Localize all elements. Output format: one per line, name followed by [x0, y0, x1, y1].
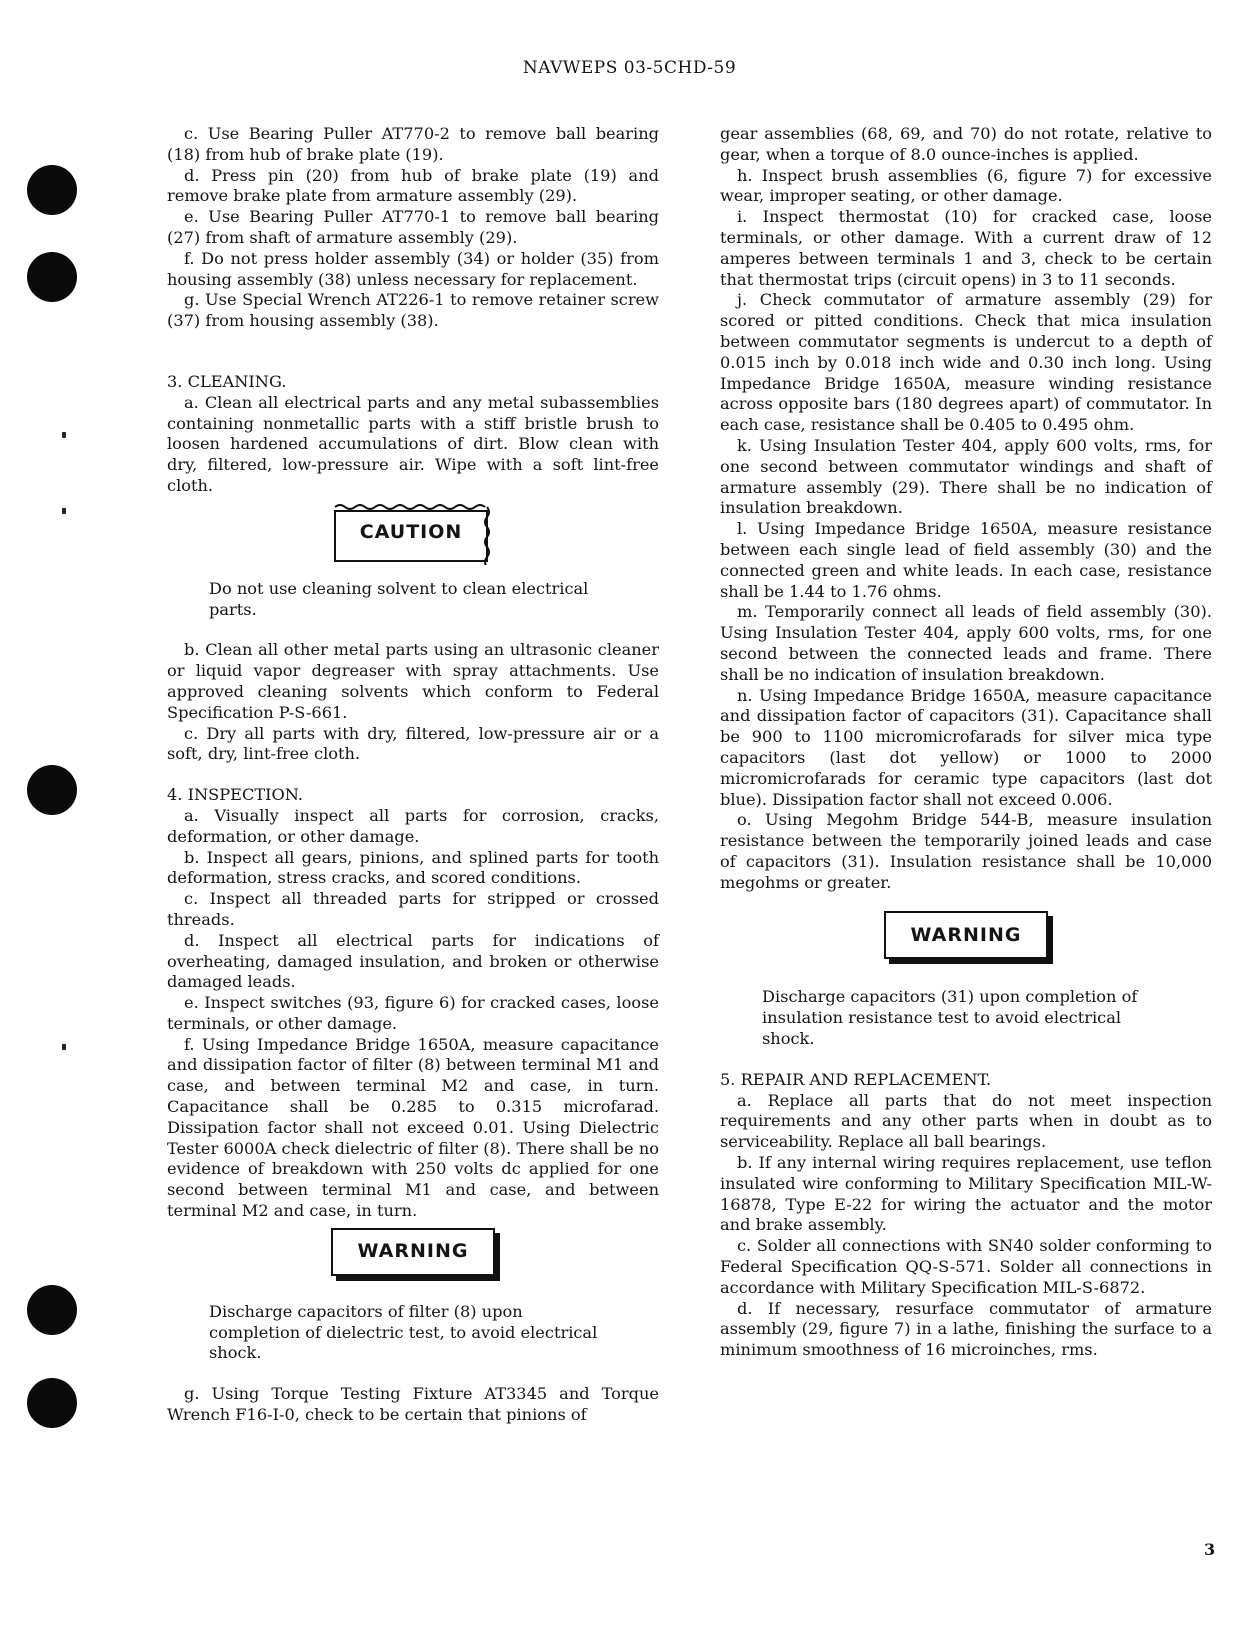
binder-hole-bottom	[27, 1378, 77, 1428]
warning-label: WARNING	[884, 911, 1048, 959]
inspection-step-b: b. Inspect all gears, pinions, and splined parts for tooth deformation, stress cracks, and scored conditions.	[167, 847, 659, 888]
page-mark	[62, 508, 66, 514]
step-e-bearing-puller: e. Use Bearing Puller AT770-1 to remove ball bearing (27) from shaft of armature assembly (29).	[167, 207, 659, 247]
inspection-step-c: c. Inspect all threaded parts for stripped or crossed threads.	[167, 889, 659, 929]
warning-box-right	[720, 893, 1212, 981]
inspection-step-h: h. Inspect brush assemblies (6, figure 7) for excessive wear, improper seating, or other damage.	[720, 165, 1212, 206]
caution-box	[167, 497, 659, 573]
inspection-step-g-end: gear assemblies (68, 69, and 70) do not rotate, relative to gear, when a torque of 8.0 ounce-inches is applied.	[720, 124, 1212, 164]
repair-step-b: b. If any internal wiring requires replacement, use teflon insulated wire conforming to Military Specification MIL-W-16878, Type E-22 for wiring the actuator and the motor and brake assembly.	[720, 1153, 1212, 1235]
binder-hole-upper	[27, 252, 77, 302]
inspection-step-o: o. Using Megohm Bridge 544-B, measure insulation resistance between the temporarily joined leads and case of capacitors (31). Insulation resistance shall be 10,000 megohms or greater.	[720, 810, 1212, 892]
inspection-step-i: i. Inspect thermostat (10) for cracked case, loose terminals, or other damage. With a current draw of 12 amperes between terminals 1 and 3, check to be certain that thermostat trips (circuit opens) in 3 to 11 seconds.	[720, 207, 1212, 289]
inspection-step-d: d. Inspect all electrical parts for indications of overheating, damaged insulation, and broken or otherwise damaged leads.	[167, 930, 659, 992]
inspection-step-j: j. Check commutator of armature assembly (29) for scored or pitted conditions. Check that mica insulation between commutator segments is undercut to a depth of 0.015 inch by 0.018 inch wide and 0.30 inch long. Using Impedance Bridge 1650A, measure winding resistance across opposite bars (180 degrees apart) of commutator. In each case, resistance shall be 0.405 to 0.495 ohm.	[720, 290, 1212, 435]
inspection-step-l: l. Using Impedance Bridge 1650A, measure resistance between each single lead of field assembly (30) and the connected green and white leads. In each case, resistance shall be 1.44 to 1.76 ohms.	[720, 519, 1212, 601]
section-inspection-title: 4. INSPECTION.	[167, 785, 304, 805]
inspection-step-k: k. Using Insulation Tester 404, apply 600 volts, rms, for one second between commutator windings and shaft of armature assembly (29). There shall be no indication of insulation breakdown.	[720, 435, 1212, 518]
inspection-step-a: a. Visually inspect all parts for corrosion, cracks, deformation, or other damage.	[167, 805, 659, 846]
step-d-press-pin: d. Press pin (20) from hub of brake plate (19) and remove brake plate from armature assembly (29).	[167, 165, 659, 206]
inspection-step-e: e. Inspect switches (93, figure 6) for cracked cases, loose terminals, or other damage.	[167, 993, 659, 1033]
caution-label: CAUTION	[359, 521, 463, 544]
page-number: 3	[1204, 1540, 1216, 1559]
cleaning-step-a: a. Clean all electrical parts and any metal subassemblies containing nonmetallic parts with a stiff bristle brush to loosen hardened accumulations of dirt. Blow clean with dry, filtered, low-pressure air. Wipe with a soft lint-free cloth.	[167, 392, 659, 495]
inspection-step-g-start: g. Using Torque Testing Fixture AT3345 and Torque Wrench F16-I-0, check to be certain that pinions of	[167, 1384, 659, 1425]
section-cleaning-title: 3. CLEANING.	[167, 371, 287, 391]
inspection-step-m: m. Temporarily connect all leads of field assembly (30). Using Insulation Tester 404, apply 600 volts, rms, for one second between the connected leads and frame. There shall be no indication of insulation breakdown.	[720, 602, 1212, 684]
repair-step-d: d. If necessary, resurface commutator of armature assembly (29, figure 7) in a lathe, finishing the surface to a minimum smoothness of 16 microinches, rms.	[720, 1298, 1212, 1360]
step-g-wrench: g. Use Special Wrench AT226-1 to remove retainer screw (37) from housing assembly (38).	[167, 290, 659, 331]
inspection-step-n: n. Using Impedance Bridge 1650A, measure capacitance and dissipation factor of capacitors (31). Capacitance shall be 900 to 1100 micromicrofarads for silver mica type capacitors (last dot yellow) or 1000 to 2000 micromicrofarads for ceramic type capacitors (last dot blue). Dissipation factor shall not exceed 0.006.	[720, 685, 1212, 809]
page-mark	[62, 1044, 66, 1050]
repair-step-c: c. Solder all connections with SN40 solder conforming to Federal Specification QQ-S-571. Solder all connections in accordance with Military Specification MIL-S-6872.	[720, 1236, 1212, 1297]
inspection-step-f: f. Using Impedance Bridge 1650A, measure capacitance and dissipation factor of filter (8) between terminal M1 and case, and between terminal M2 and case, in turn. Capacitance shall be 0.285 to 0.315 microfarad. Dissipation factor shall not exceed 0.01. Using Dielectric Tester 6000A check dielectric of filter (8). There shall be no evidence of breakdown with 250 volts dc applied for one second between terminal M1 and case, and between terminal M2 and case, in turn.	[167, 1034, 659, 1221]
warning-box-left	[167, 1222, 659, 1296]
cleaning-step-b: b. Clean all other metal parts using an ultrasonic cleaner or liquid vapor degreaser with spray attachments. Use approved cleaning solvents which conform to Federal Specification P-S-661.	[167, 640, 659, 722]
binder-hole-top	[27, 165, 77, 215]
repair-step-a: a. Replace all parts that do not meet inspection requirements and any other parts when in doubt as to serviceability. Replace all ball bearings.	[720, 1090, 1212, 1152]
warning-text-right: Discharge capacitors (31) upon completion of insulation resistance test to avoid electrical shock.	[762, 987, 1138, 1049]
document-id: NAVWEPS 03-5CHD-59	[522, 58, 737, 78]
warning-text-left: Discharge capacitors of filter (8) upon completion of dielectric test, to avoid electrical shock.	[209, 1301, 598, 1363]
step-c-bearing-puller: c. Use Bearing Puller AT770-2 to remove ball bearing (18) from hub of brake plate (19).	[167, 124, 659, 164]
binder-hole-middle	[27, 765, 77, 815]
page-mark	[62, 432, 66, 438]
caution-text: Do not use cleaning solvent to clean electrical parts.	[209, 578, 589, 619]
section-repair-title: 5. REPAIR AND REPLACEMENT.	[720, 1069, 992, 1089]
right-column	[720, 124, 1212, 1361]
binder-hole-lower	[27, 1285, 77, 1335]
cleaning-step-c: c. Dry all parts with dry, filtered, low-pressure air or a soft, dry, lint-free cloth.	[167, 723, 659, 764]
left-column	[167, 124, 659, 1426]
warning-label: WARNING	[331, 1228, 495, 1276]
step-f-holder: f. Do not press holder assembly (34) or holder (35) from housing assembly (38) unless necessary for replacement.	[167, 248, 659, 289]
